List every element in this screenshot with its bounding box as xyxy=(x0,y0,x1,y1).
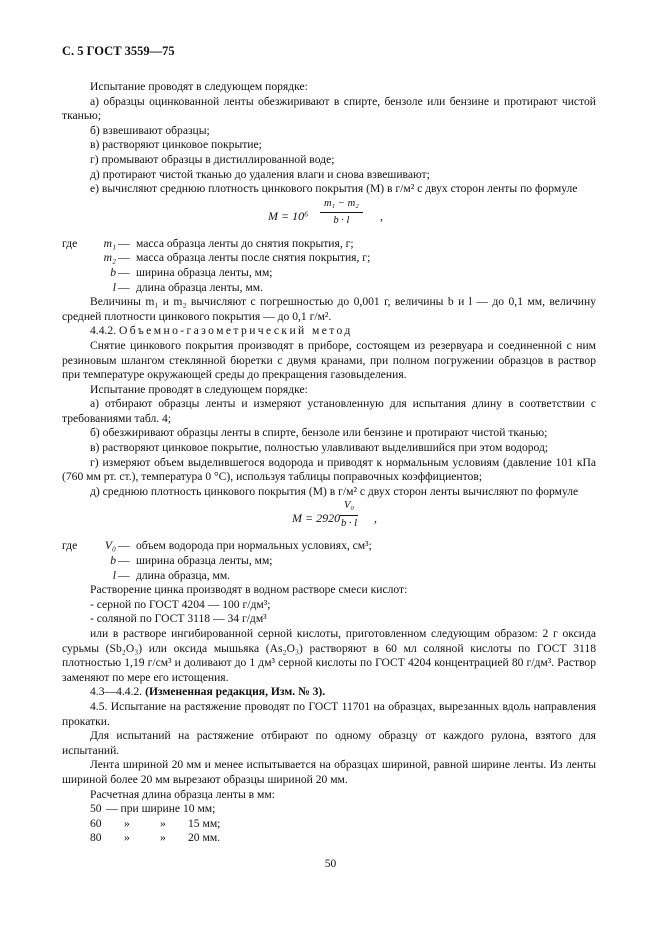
revision-text: (Измененная редакция, Изм. № 3). xyxy=(145,685,326,699)
definition-row xyxy=(62,554,596,569)
formula-fraction xyxy=(340,499,358,531)
definition-text: ширина образца ленты, мм; xyxy=(136,265,273,279)
list-item: г) промывают образцы в дистиллированной воде; xyxy=(90,152,335,166)
formula-denominator: b · l xyxy=(341,518,358,530)
formula-comma: , xyxy=(374,511,377,526)
length-value: 80 xyxy=(90,831,102,845)
length-row xyxy=(62,831,596,846)
formula-density-volumetric xyxy=(62,499,596,539)
symbol: b xyxy=(110,265,116,279)
list-item: в) растворяют цинковое покрытие, полностью улавливают выделившийся при этом водород; xyxy=(90,441,549,455)
paragraph: Испытание проводят в следующем порядке: xyxy=(90,382,308,396)
list-item: в) растворяют цинковое покрытие; xyxy=(90,138,262,152)
section-number: 4.4.2. xyxy=(90,324,117,338)
length-row xyxy=(62,817,596,832)
ditto-mark: » xyxy=(124,816,130,830)
paragraph: Растворение цинка производят в водном растворе смеси кислот: xyxy=(90,583,408,597)
definition-text: объем водорода при нормальных условиях, см³; xyxy=(136,539,372,553)
where-label: где xyxy=(62,539,78,553)
dash: — xyxy=(118,280,130,294)
length-value: 50 xyxy=(90,802,102,816)
definition-text: масса образца ленты после снятия покрытия, г; xyxy=(136,251,371,265)
paragraph-accuracy: Величины m₁ и m₂ вычисляют с погрешностью до 0,001 г, величины b и l — до 0,1 мм, величину средней плотности цинкового покрытия — до 0,1 г/м². xyxy=(62,295,596,323)
symbol: l xyxy=(112,568,116,582)
page-number: 50 xyxy=(324,858,337,870)
revision-note xyxy=(62,685,596,700)
symbol: m₁ xyxy=(103,236,116,250)
definition-text: ширина образца ленты, мм; xyxy=(136,554,273,568)
section-heading: Объемно-газометрический метод xyxy=(119,324,353,338)
formula-comma: , xyxy=(380,208,383,223)
list-item: - серной по ГОСТ 4204 — 100 г/дм³; xyxy=(90,597,271,611)
dash: — xyxy=(118,251,130,265)
document-body xyxy=(62,80,596,846)
dash: — xyxy=(118,236,130,250)
definition-row xyxy=(62,539,596,554)
formula-numerator: m₁ − m₂ xyxy=(320,197,363,214)
ditto-mark: » xyxy=(160,816,166,830)
formula-denominator: b · l xyxy=(333,215,350,227)
list-item: б) обезжиривают образцы ленты в спирте, бензоле или бензине и протирают чистой тканью; xyxy=(90,426,548,440)
dash: — xyxy=(118,539,130,553)
definition-row xyxy=(62,237,596,252)
definition-row xyxy=(62,281,596,296)
paragraph: Снятие цинкового покрытия производят в приборе, состоящем из резервуара и соединенной с ним резиновым шлангом стеклянной бюретки с двумя кранами, при полном погружении образцов в раствор при температуре окружающей среды до прекращения газовыделения. xyxy=(62,338,596,382)
symbol: l xyxy=(112,280,116,294)
where-label: где xyxy=(62,236,78,250)
definition-text: масса образца ленты до снятия покрытия, г; xyxy=(136,236,354,250)
definition-row xyxy=(62,266,596,281)
list-item: е) вычисляют среднюю плотность цинкового покрытия (М) в г/м² с двух сторон ленты по формуле xyxy=(90,182,578,196)
list-item: б) взвешивают образцы; xyxy=(90,123,210,137)
paragraph: Лента шириной 20 мм и менее испытывается на образцах шириной, равной ширине ленты. Из ленты шириной более 20 мм вырезают образцы шириной 20 мм. xyxy=(62,758,596,786)
list-item: а) образцы оцинкованной ленты обезжиривают в спирте, бензоле или бензине и протирают чистой тканью; xyxy=(62,94,596,123)
dash: — xyxy=(118,568,130,582)
dash: — xyxy=(118,554,130,568)
paragraph: 4.5. Испытание на растяжение проводят по ГОСТ 11701 на образцах, вырезанных вдоль направления прокатки. xyxy=(62,699,596,728)
formula-fraction xyxy=(320,197,363,229)
formula-numerator: V₀ xyxy=(340,499,358,516)
list-item: - соляной по ГОСТ 3118 — 34 г/дм³ xyxy=(90,612,267,626)
list-item: г) измеряют объем выделившегося водорода и приводят к нормальным условиям (давление 101 кПа (760 мм рт. ст.), температура 0 °С), используя таблицы поправочных коэффициентов; xyxy=(62,455,596,484)
definition-row xyxy=(62,251,596,266)
list-item: а) отбирают образцы ленты и измеряют установленную для испытания длину в соответствии с требованиями табл. 4; xyxy=(62,397,596,425)
formula-lhs: M = 10⁶ xyxy=(268,208,309,223)
symbol: m₂ xyxy=(103,251,116,265)
paragraph: Испытание проводят в следующем порядке: xyxy=(90,80,308,93)
width-text: — при ширине 10 мм; xyxy=(106,802,216,816)
symbol: V₀ xyxy=(104,539,116,553)
paragraph: Для испытаний на растяжение отбирают по одному образцу от каждого рулона, взятого для испытаний. xyxy=(62,729,596,757)
definition-text: длина образца, мм. xyxy=(136,568,231,582)
paragraph: Расчетная длина образца ленты в мм: xyxy=(90,787,275,801)
definition-text: длина образца ленты, мм. xyxy=(136,280,263,294)
formula-lhs: M = 2920 xyxy=(292,511,341,526)
list-item: д) протирают чистой тканью до удаления влаги и снова взвешивают; xyxy=(90,167,430,181)
width-value: 20 мм. xyxy=(188,831,221,845)
definition-row xyxy=(62,569,596,584)
formula-density-gravimetric xyxy=(62,197,596,237)
symbol: b xyxy=(110,554,116,568)
width-value: 15 мм; xyxy=(188,816,221,830)
dash: — xyxy=(118,265,130,279)
length-value: 60 xyxy=(90,816,102,830)
list-item: д) среднюю плотность цинкового покрытия (М) в г/м² с двух сторон ленты вычисляют по формуле xyxy=(90,484,579,498)
page-header: С. 5 ГОСТ 3559—75 xyxy=(62,44,175,58)
length-row xyxy=(62,802,596,817)
section-title xyxy=(62,324,596,339)
paragraph: или в растворе ингибированной серной кислоты, приготовленном следующим образом: 2 г оксида сурьмы (Sb₂O₃) или оксида мышьяка (As₂O₃) растворяют в 60 мл соляной кислоты по ГОСТ 3118 плотностью 1,19 г/см³ и доливают до 1 дм³ серной кислоты по ГОСТ 4204 концентрацией 80 г/дм³. Раствор заменяют по мере его истощения. xyxy=(62,627,596,684)
revision-number: 4.3—4.4.2. xyxy=(90,685,143,699)
ditto-mark: » xyxy=(124,831,130,845)
ditto-mark: » xyxy=(160,831,166,845)
